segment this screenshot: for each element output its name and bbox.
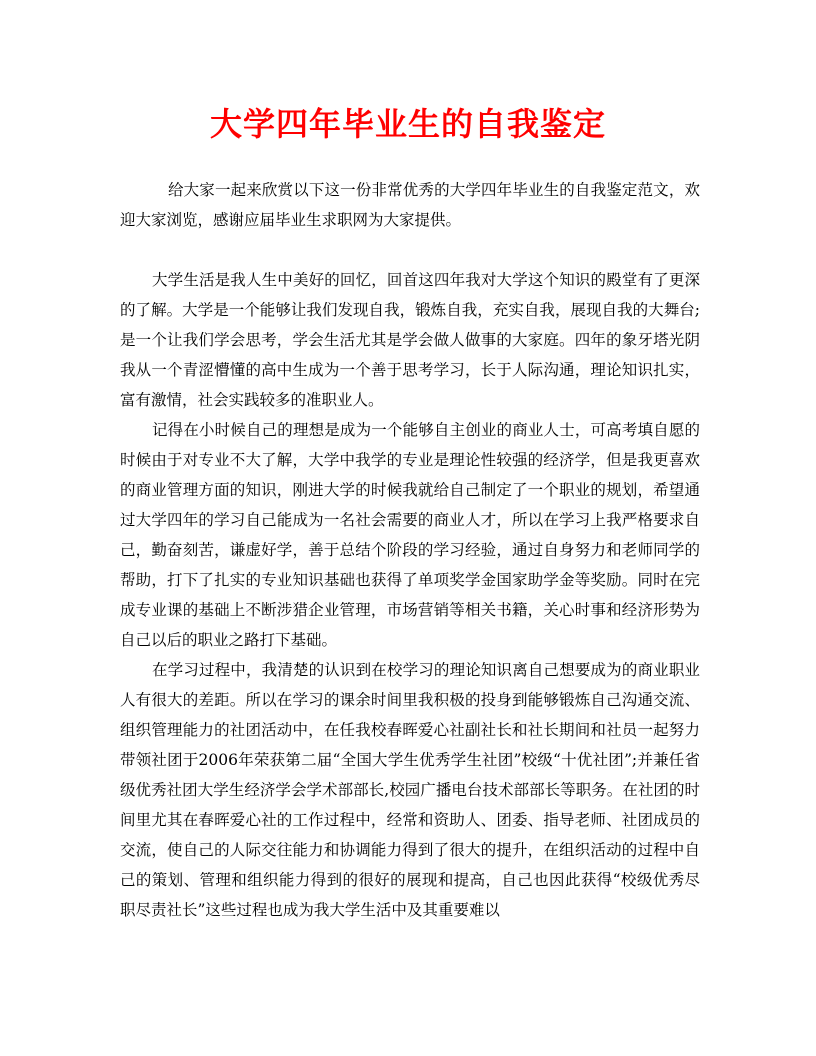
intro-paragraph: 给大家一起来欣赏以下这一份非常优秀的大学四年毕业生的自我鉴定范文，欢迎大家浏览，感谢应届毕业生求职网为大家提供。 — [120, 181, 700, 229]
body-paragraph: 大学生活是我人生中美好的回忆，回首这四年我对大学这个知识的殿堂有了更深的了解。大学是一个能够让我们发现自我，锻炼自我，充实自我，展现自我的大舞台;是一个让我们学会思考，学会生活尤其是学会做人做事的大家庭。四年的象牙塔光阴我从一个青涩懵懂的高中生成为一个善于思考学习，长于人际沟通，理论知识扎实，富有激情，社会实践较多的准职业人。 — [120, 271, 700, 409]
body-paragraph: 记得在小时候自己的理想是成为一个能够自主创业的商业人士，可高考填自愿的时候由于对专业不大了解，大学中我学的专业是理论性较强的经济学，但是我更喜欢的商业管理方面的知识，刚进大学的时候我就给自己制定了一个职业的规划，希望通过大学四年的学习自己能成为一名社会需要的商业人才，所以在学习上我严格要求自己，勤奋刻苦，谦虚好学，善于总结个阶段的学习经验，通过自身努力和老师同学的帮助，打下了扎实的专业知识基础也获得了单项奖学金国家助学金等奖励。同时在完成专业课的基础上不断涉猎企业管理，市场营销等相关书籍，关心时事和经济形势为自己以后的职业之路打下基础。 — [120, 421, 700, 649]
document-body — [120, 265, 700, 925]
body-paragraph: 在学习过程中，我清楚的认识到在校学习的理论知识离自己想要成为的商业职业人有很大的差距。所以在学习的课余时间里我积极的投身到能够锻炼自己沟通交流、组织管理能力的社团活动中，在任我校春晖爱心社副社长和社长期间和社员一起努力带领社团于2006年荣获第二届“全国大学生优秀学生社团”校级“十优社团”;并兼任省级优秀社团大学生经济学会学术部部长,校园广播电台技术部部长等职务。在社团的时间里尤其在春晖爱心社的工作过程中，经常和资助人、团委、指导老师、社团成员的交流，使自己的人际交往能力和协调能力得到了很大的提升，在组织活动的过程中自己的策划、管理和组织能力得到的很好的展现和提高，自己也因此获得“校级优秀尽职尽责社长”这些过程也成为我大学生活中及其重要难以 — [120, 661, 700, 919]
document-title: 大学四年毕业生的自我鉴定 — [209, 105, 606, 143]
